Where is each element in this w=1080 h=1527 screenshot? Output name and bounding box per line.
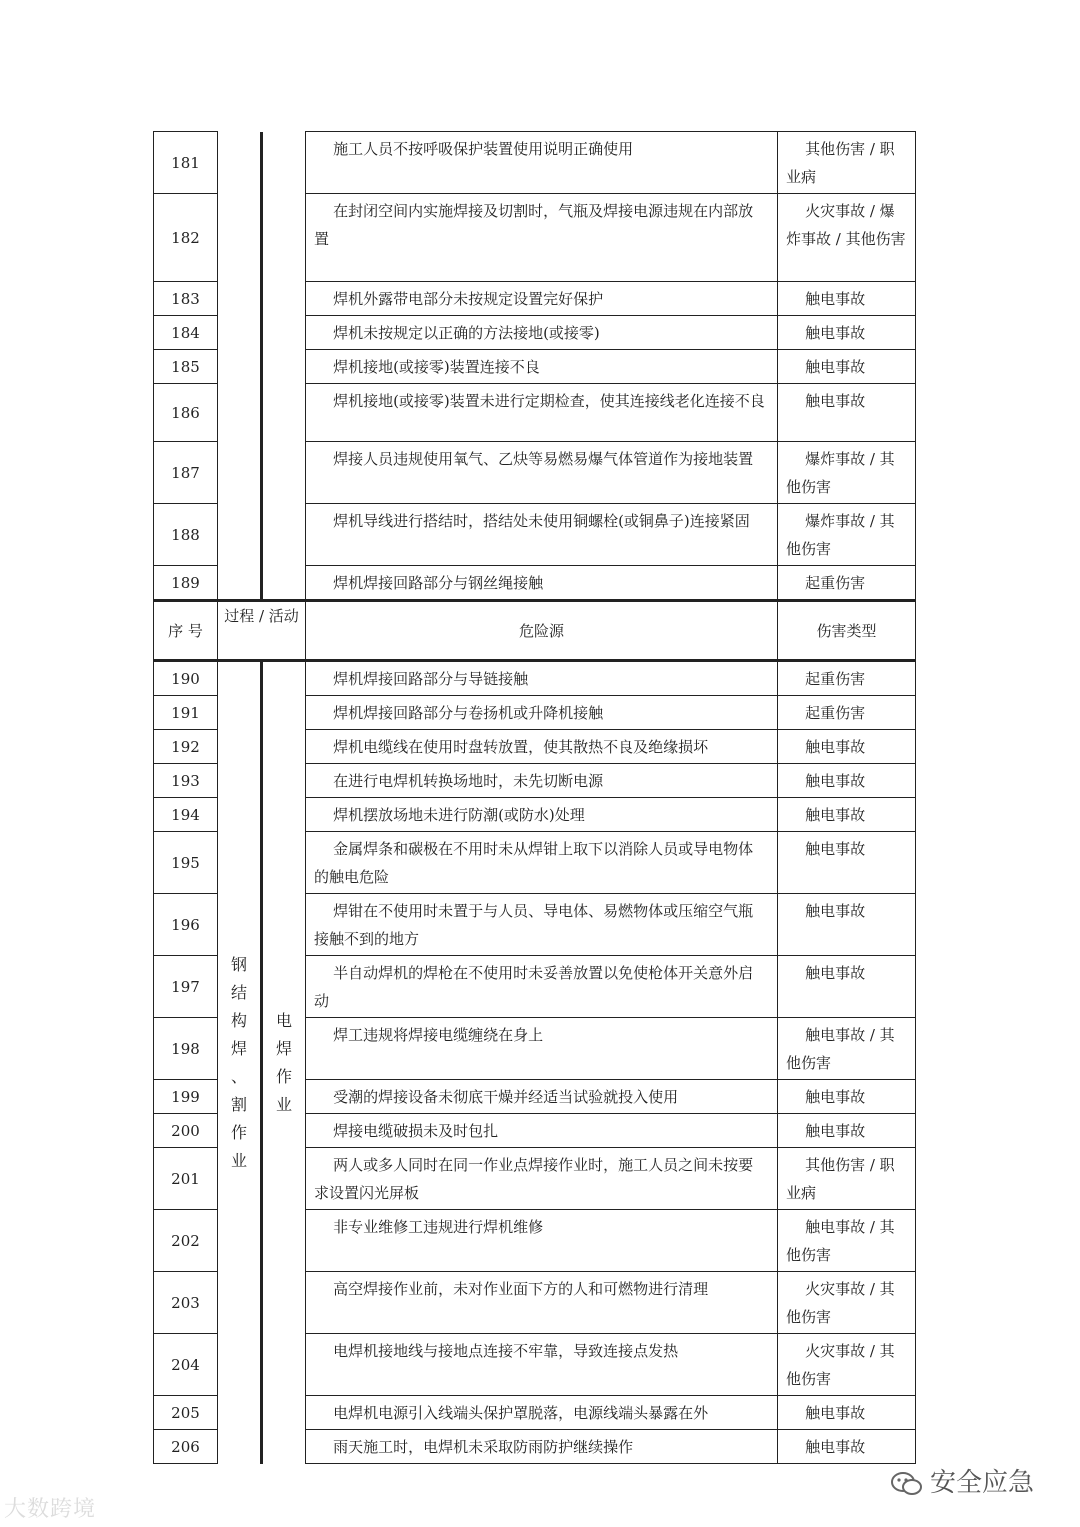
injury-type-cell: 触电事故 [778,1114,916,1148]
wechat-icon [890,1470,924,1498]
injury-type-cell: 触电事故 [778,350,916,384]
row-number: 196 [154,894,218,956]
hazard-table [153,131,916,1464]
watermark-right [890,1462,1034,1499]
injury-type-cell: 触电事故 [778,832,916,894]
row-number: 202 [154,1210,218,1272]
injury-type-cell: 触电事故 [778,316,916,350]
row-number: 185 [154,350,218,384]
hazard-cell: 焊机焊接回路部分与卷扬机或升降机接触 [306,696,778,730]
row-number: 181 [154,132,218,194]
row-number: 193 [154,764,218,798]
hazard-cell: 在进行电焊机转换场地时，未先切断电源 [306,764,778,798]
hazard-cell: 在封闭空间内实施焊接及切割时，气瓶及焊接电源违规在内部放置 [306,194,778,282]
injury-type-cell: 触电事故 [778,384,916,442]
header-type: 伤害类型 [778,601,916,661]
row-number: 204 [154,1334,218,1396]
injury-type-cell: 其他伤害 / 职业病 [778,1148,916,1210]
header-hazard: 危险源 [306,601,778,661]
header-process: 过程 / 活动 [218,601,306,661]
hazard-cell: 焊机焊接回路部分与钢丝绳接触 [306,566,778,601]
row-number: 197 [154,956,218,1018]
injury-type-cell: 触电事故 [778,1430,916,1464]
injury-type-cell: 起重伤害 [778,696,916,730]
injury-type-cell: 触电事故 [778,798,916,832]
row-number: 203 [154,1272,218,1334]
injury-type-cell: 起重伤害 [778,661,916,696]
injury-type-cell: 爆炸事故 / 其他伤害 [778,442,916,504]
process-main-cell: 钢 结 构 焊 、 割 作 业 [218,661,262,1464]
injury-type-cell: 火灾事故 / 其他伤害 [778,1334,916,1396]
row-number: 182 [154,194,218,282]
hazard-cell: 焊钳在不使用时未置于与人员、导电体、易燃物体或压缩空气瓶接触不到的地方 [306,894,778,956]
hazard-cell: 两人或多人同时在同一作业点焊接作业时，施工人员之间未按要求设置闪光屏板 [306,1148,778,1210]
injury-type-cell: 触电事故 [778,730,916,764]
process-sub-cell [262,132,306,601]
injury-type-cell: 火灾事故 / 爆炸事故 / 其他伤害 [778,194,916,282]
row-number: 192 [154,730,218,764]
hazard-cell: 焊机焊接回路部分与导链接触 [306,661,778,696]
hazard-cell: 半自动焊机的焊枪在不使用时未妥善放置以免使枪体开关意外启动 [306,956,778,1018]
row-number: 198 [154,1018,218,1080]
injury-type-cell: 触电事故 [778,764,916,798]
header-row [154,601,916,661]
row-number: 184 [154,316,218,350]
injury-type-cell: 触电事故 / 其他伤害 [778,1210,916,1272]
injury-type-cell: 触电事故 [778,1080,916,1114]
hazard-cell: 焊机电缆线在使用时盘转放置，使其散热不良及绝缘损坏 [306,730,778,764]
row-number: 186 [154,384,218,442]
injury-type-cell: 起重伤害 [778,566,916,601]
row-number: 205 [154,1396,218,1430]
injury-type-cell: 火灾事故 / 其他伤害 [778,1272,916,1334]
process-main-cell [218,132,262,601]
row-number: 199 [154,1080,218,1114]
injury-type-cell: 触电事故 [778,956,916,1018]
row-number: 183 [154,282,218,316]
injury-type-cell: 其他伤害 / 职业病 [778,132,916,194]
hazard-cell: 金属焊条和碳极在不用时未从焊钳上取下以消除人员或导电物体的触电危险 [306,832,778,894]
hazard-cell: 焊机摆放场地未进行防潮(或防水)处理 [306,798,778,832]
hazard-cell: 受潮的焊接设备未彻底干燥并经适当试验就投入使用 [306,1080,778,1114]
header-num: 序 号 [154,601,218,661]
row-number: 191 [154,696,218,730]
watermark-left [4,1492,96,1523]
hazard-cell: 施工人员不按呼吸保护装置使用说明正确使用 [306,132,778,194]
injury-type-cell: 爆炸事故 / 其他伤害 [778,504,916,566]
injury-type-cell: 触电事故 [778,1396,916,1430]
hazard-cell: 高空焊接作业前，未对作业面下方的人和可燃物进行清理 [306,1272,778,1334]
process-sub-cell: 电 焊 作 业 [262,661,306,1464]
row-number: 206 [154,1430,218,1464]
row-number: 187 [154,442,218,504]
hazard-cell: 焊接电缆破损未及时包扎 [306,1114,778,1148]
row-number: 188 [154,504,218,566]
row-number: 195 [154,832,218,894]
hazard-cell: 电焊机接地线与接地点连接不牢靠，导致连接点发热 [306,1334,778,1396]
table-row [154,661,916,696]
hazard-cell: 非专业维修工违规进行焊机维修 [306,1210,778,1272]
watermark-left-text: 大数跨境 [4,1497,97,1522]
hazard-cell: 焊机外露带电部分未按规定设置完好保护 [306,282,778,316]
row-number: 190 [154,661,218,696]
hazard-cell: 焊机接地(或接零)装置连接不良 [306,350,778,384]
hazard-cell: 焊接人员违规使用氧气、乙炔等易燃易爆气体管道作为接地装置 [306,442,778,504]
row-number: 189 [154,566,218,601]
hazard-cell: 焊工违规将焊接电缆缠绕在身上 [306,1018,778,1080]
hazard-cell: 雨天施工时，电焊机未采取防雨防护继续操作 [306,1430,778,1464]
hazard-cell: 焊机导线进行搭结时，搭结处未使用铜螺栓(或铜鼻子)连接紧固 [306,504,778,566]
row-number: 200 [154,1114,218,1148]
injury-type-cell: 触电事故 [778,282,916,316]
row-number: 201 [154,1148,218,1210]
hazard-cell: 焊机接地(或接零)装置未进行定期检查，使其连接线老化连接不良 [306,384,778,442]
watermark-right-text: 安全应急 [930,1468,1035,1498]
table-row [154,132,916,194]
row-number: 194 [154,798,218,832]
injury-type-cell: 触电事故 [778,894,916,956]
hazard-cell: 焊机未按规定以正确的方法接地(或接零) [306,316,778,350]
injury-type-cell: 触电事故 / 其他伤害 [778,1018,916,1080]
hazard-cell: 电焊机电源引入线端头保护罩脱落，电源线端头暴露在外 [306,1396,778,1430]
